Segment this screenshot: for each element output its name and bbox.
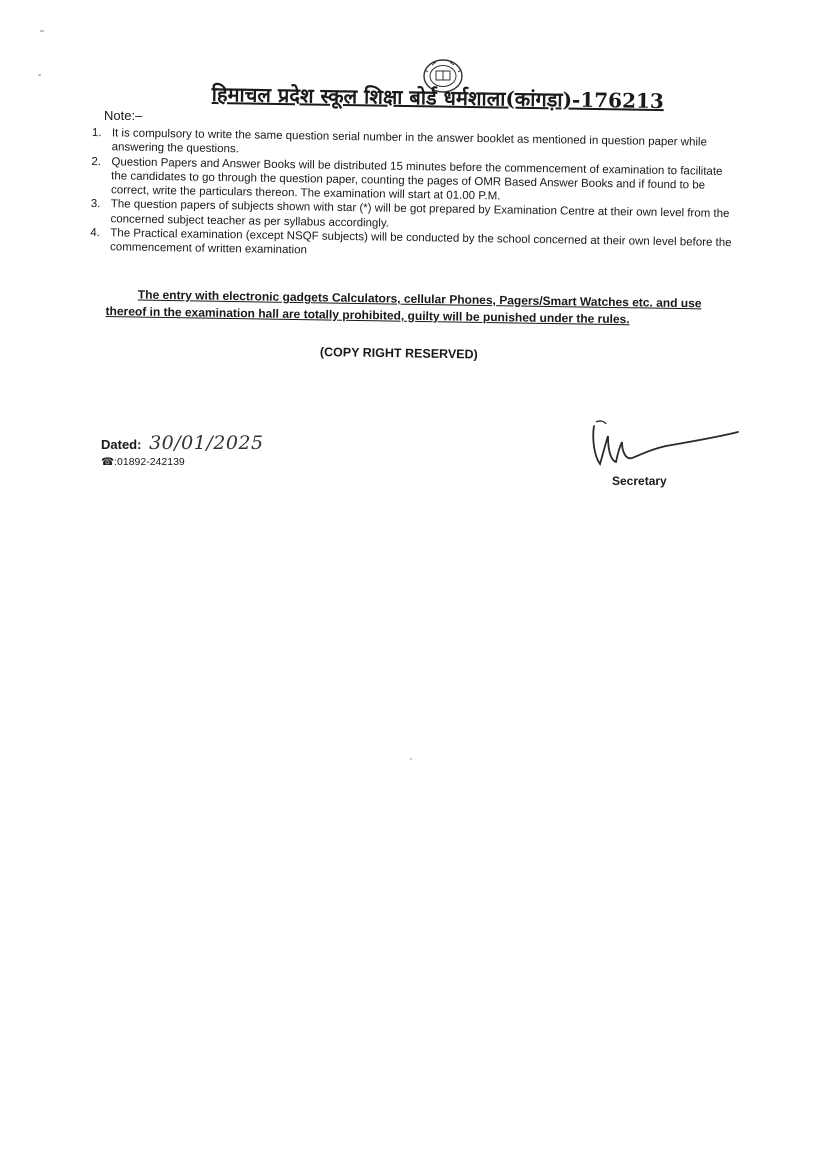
scan-speck: [40, 30, 44, 32]
warning-line-1: The entry with electronic gadgets Calculators, cellular Phones, Pagers/Smart Watches etc. and use: [137, 287, 702, 311]
secretary-signature: [588, 412, 748, 476]
list-item-text: The Practical examination (except NSQF subjects) will be conducted by the school concerned at their own level before the commencement of written examination: [109, 227, 732, 257]
dated-line: [101, 432, 264, 454]
page-title: हिमाचल प्रदेश स्कूल शिक्षा बोर्ड धर्मशाला(कांगड़ा)-176213: [211, 81, 665, 114]
warning-line-2: thereof in the examination hall are totally prohibited, guilty will be punished under the rules.: [105, 303, 630, 327]
phone-icon: ☎: [101, 456, 115, 468]
list-item-text: Question Papers and Answer Books will be distributed 15 minutes before the commencement of examination to facilitate the candidates to go through the question paper, counting the pages of OMR Based Answer Books and if found to be correct, write the particulars thereon. The examination will start at 01.00 P.M.: [110, 155, 723, 203]
note-label: Note:–: [104, 108, 143, 123]
list-item-number: 4.: [90, 227, 101, 240]
phone-number: :01892-242139: [114, 456, 185, 468]
signatory-title: Secretary: [612, 474, 667, 488]
list-item-number: 2.: [91, 155, 102, 168]
copyright-notice: (COPY RIGHT RESERVED): [319, 345, 478, 362]
scan-speck: [410, 758, 412, 760]
notes-list: [90, 126, 742, 265]
scan-speck: [38, 74, 41, 76]
dated-label: Dated:: [101, 437, 142, 452]
list-item-text: It is compulsory to write the same question serial number in the answer booklet as mentioned in question paper while answering the questions.: [111, 127, 708, 156]
gadget-warning: [105, 286, 737, 330]
phone-line: [101, 456, 185, 468]
list-item-number: 1.: [91, 126, 102, 140]
dated-value: 30/01/2025: [149, 432, 264, 454]
list-item-text: The question papers of subjects shown with star (*) will be got prepared by Examination Centre at their own level from the concerned subject teacher as per syllabus accordingly.: [110, 198, 730, 230]
list-item-number: 3.: [90, 198, 101, 211]
